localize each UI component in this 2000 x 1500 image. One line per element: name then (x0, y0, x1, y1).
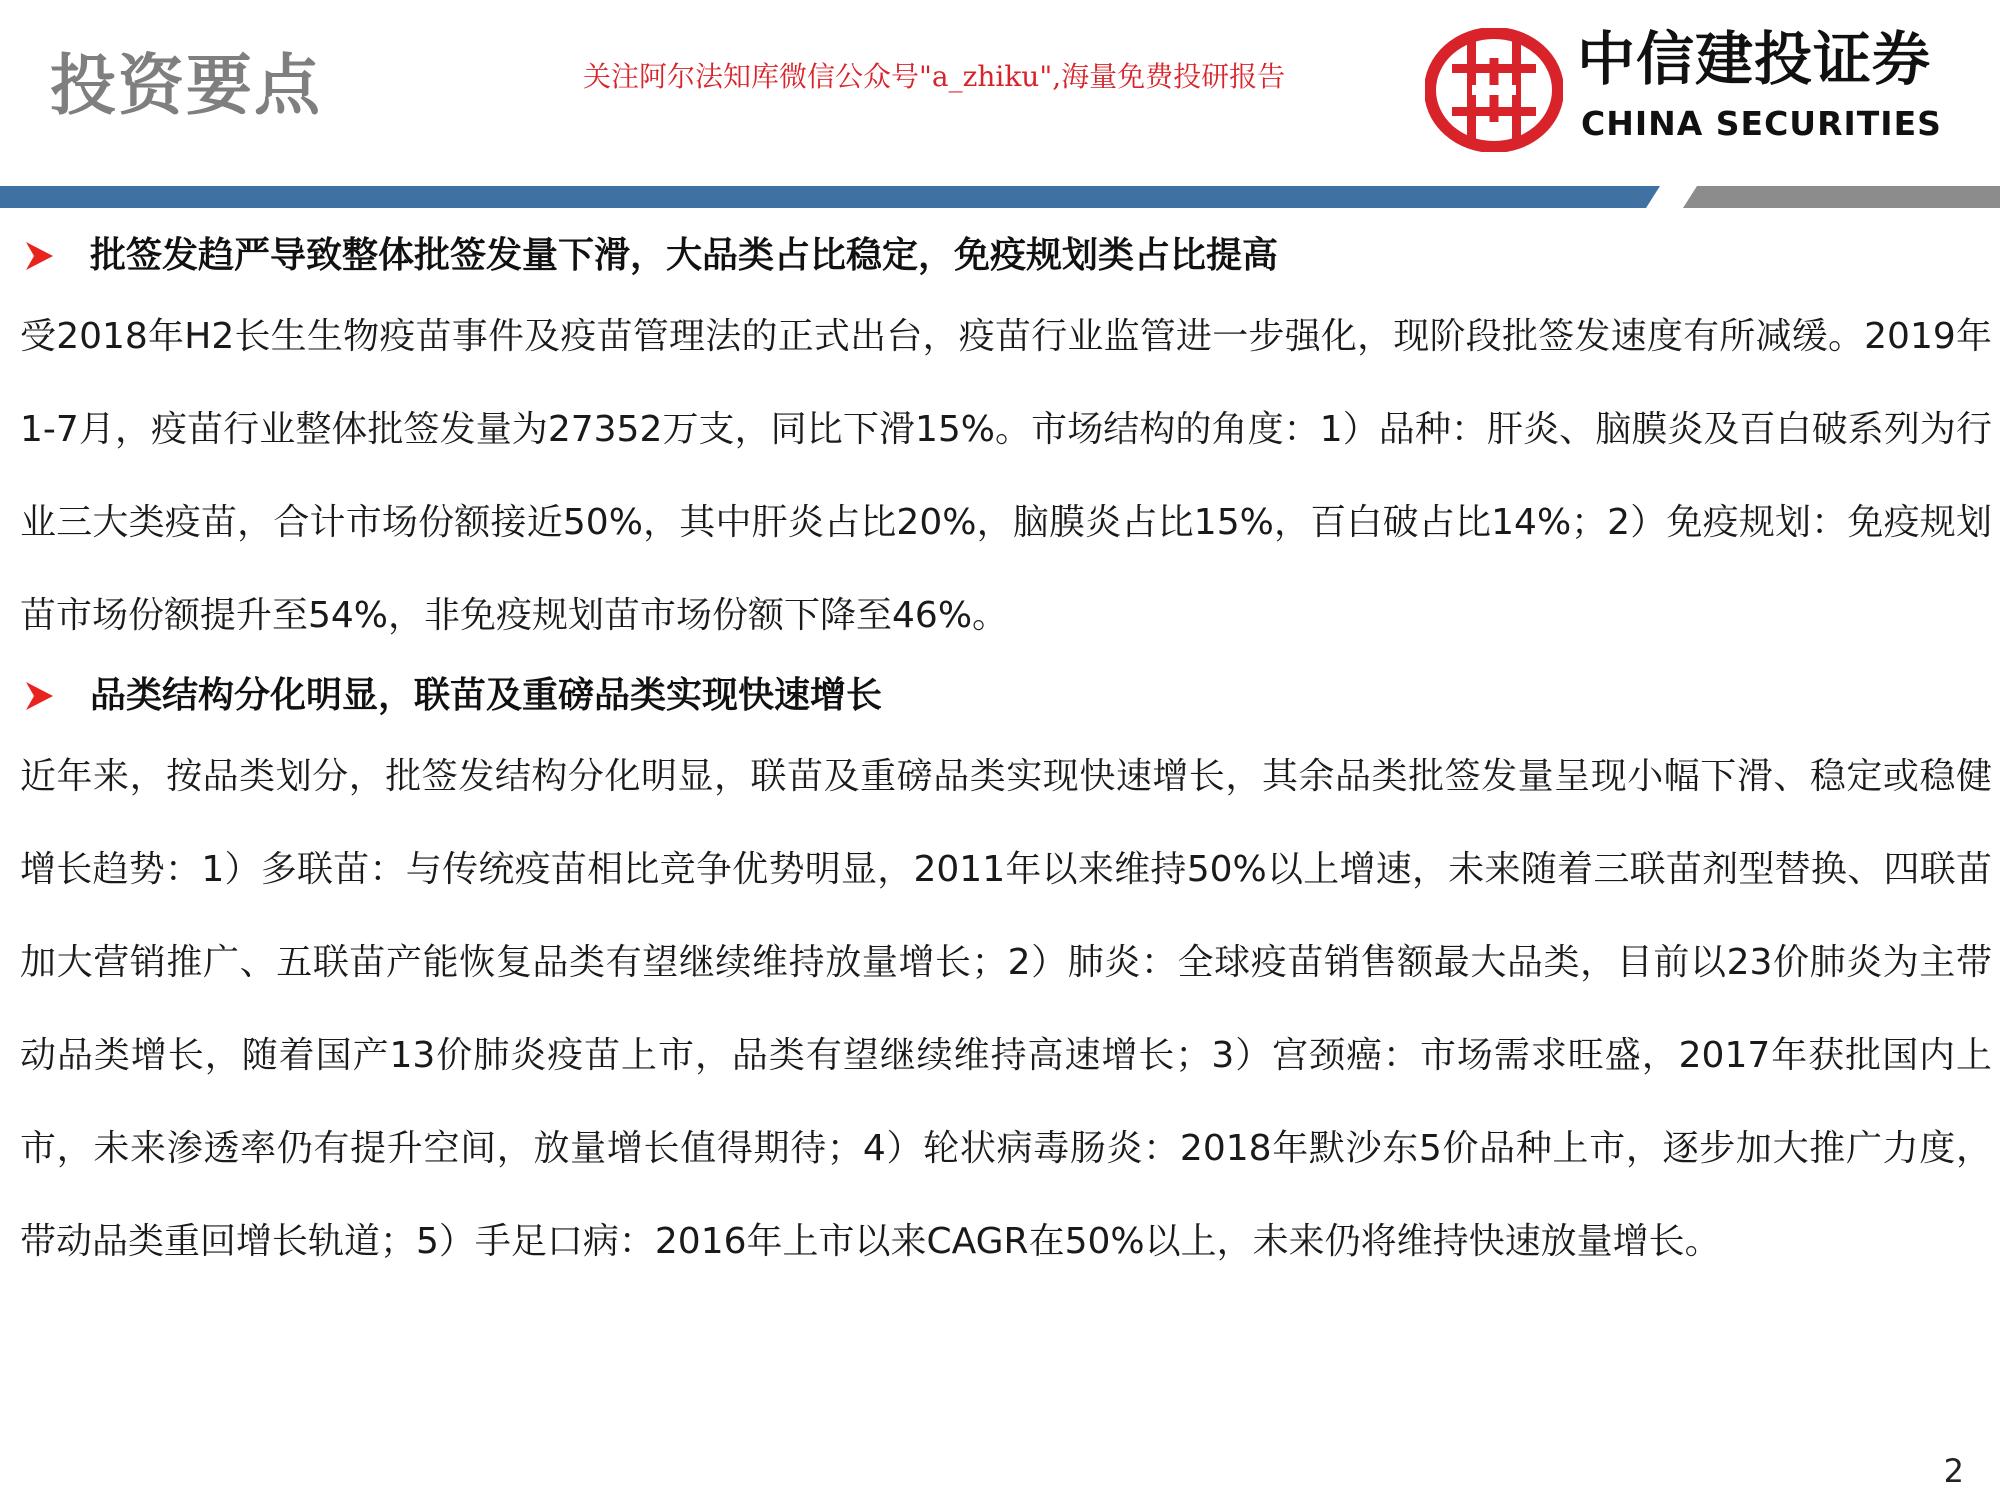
promo-banner: 关注阿尔法知库微信公众号"a_zhiku",海量免费投研报告 (583, 60, 1286, 93)
brand-name-cn: 中信建投证券 (1577, 25, 1932, 93)
arrow-bullet-icon (22, 679, 56, 713)
page-number: 2 (1943, 1452, 1964, 1490)
section-heading (20, 662, 1992, 730)
content-area (20, 222, 1992, 1288)
section-paragraph: 近年来，按品类划分，批签发结构分化明显，联苗及重磅品类实现快速增长，其余品类批签发量呈现小幅下滑、稳定或稳健增长趋势：1）多联苗：与传统疫苗相比竞争优势明显，2011年以来维持50%以上增速，未来随着三联苗剂型替换、四联苗加大营销推广、五联苗产能恢复品类有望继续维持放量增长；2）肺炎：全球疫苗销售额最大品类，目前以23价肺炎为主带动品类增长，随着国产13价肺炎疫苗上市，品类有望继续维持高速增长；3）宫颈癌：市场需求旺盛，2017年获批国内上市，未来渗透率仍有提升空间，放量增长值得期待；4）轮状病毒肠炎：2018年默沙东5价品种上市，逐步加大推广力度，带动品类重回增长轨道；5）手足口病：2016年上市以来CAGR在50%以上，未来仍将维持快速放量增长。 (20, 756, 1992, 1262)
brand-name-en: CHINA SECURITIES (1581, 104, 1942, 143)
section-heading-text: 批签发趋严导致整体批签发量下滑，大品类占比稳定，免疫规划类占比提高 (90, 235, 1279, 276)
section-heading (20, 222, 1992, 290)
brand-logo (1425, 24, 2000, 154)
page-title: 投资要点 (50, 47, 322, 124)
header-divider (0, 186, 2000, 208)
section-paragraph: 受2018年H2长生生物疫苗事件及疫苗管理法的正式出台，疫苗行业监管进一步强化，现阶段批签发速度有所减缓。2019年1-7月，疫苗行业整体批签发量为27352万支，同比下滑15%。市场结构的角度：1）品种：肝炎、脑膜炎及百白破系列为行业三大类疫苗，合计市场份额接近50%，其中肝炎占比20%，脑膜炎占比15%，百白破占比14%；2）免疫规划：免疫规划苗市场份额提升至54%，非免疫规划苗市场份额下降至46%。 (20, 316, 1992, 636)
arrow-bullet-icon (22, 239, 56, 273)
section-heading-text: 品类结构分化明显，联苗及重磅品类实现快速增长 (90, 675, 883, 716)
china-securities-logo-icon (1425, 28, 1563, 152)
